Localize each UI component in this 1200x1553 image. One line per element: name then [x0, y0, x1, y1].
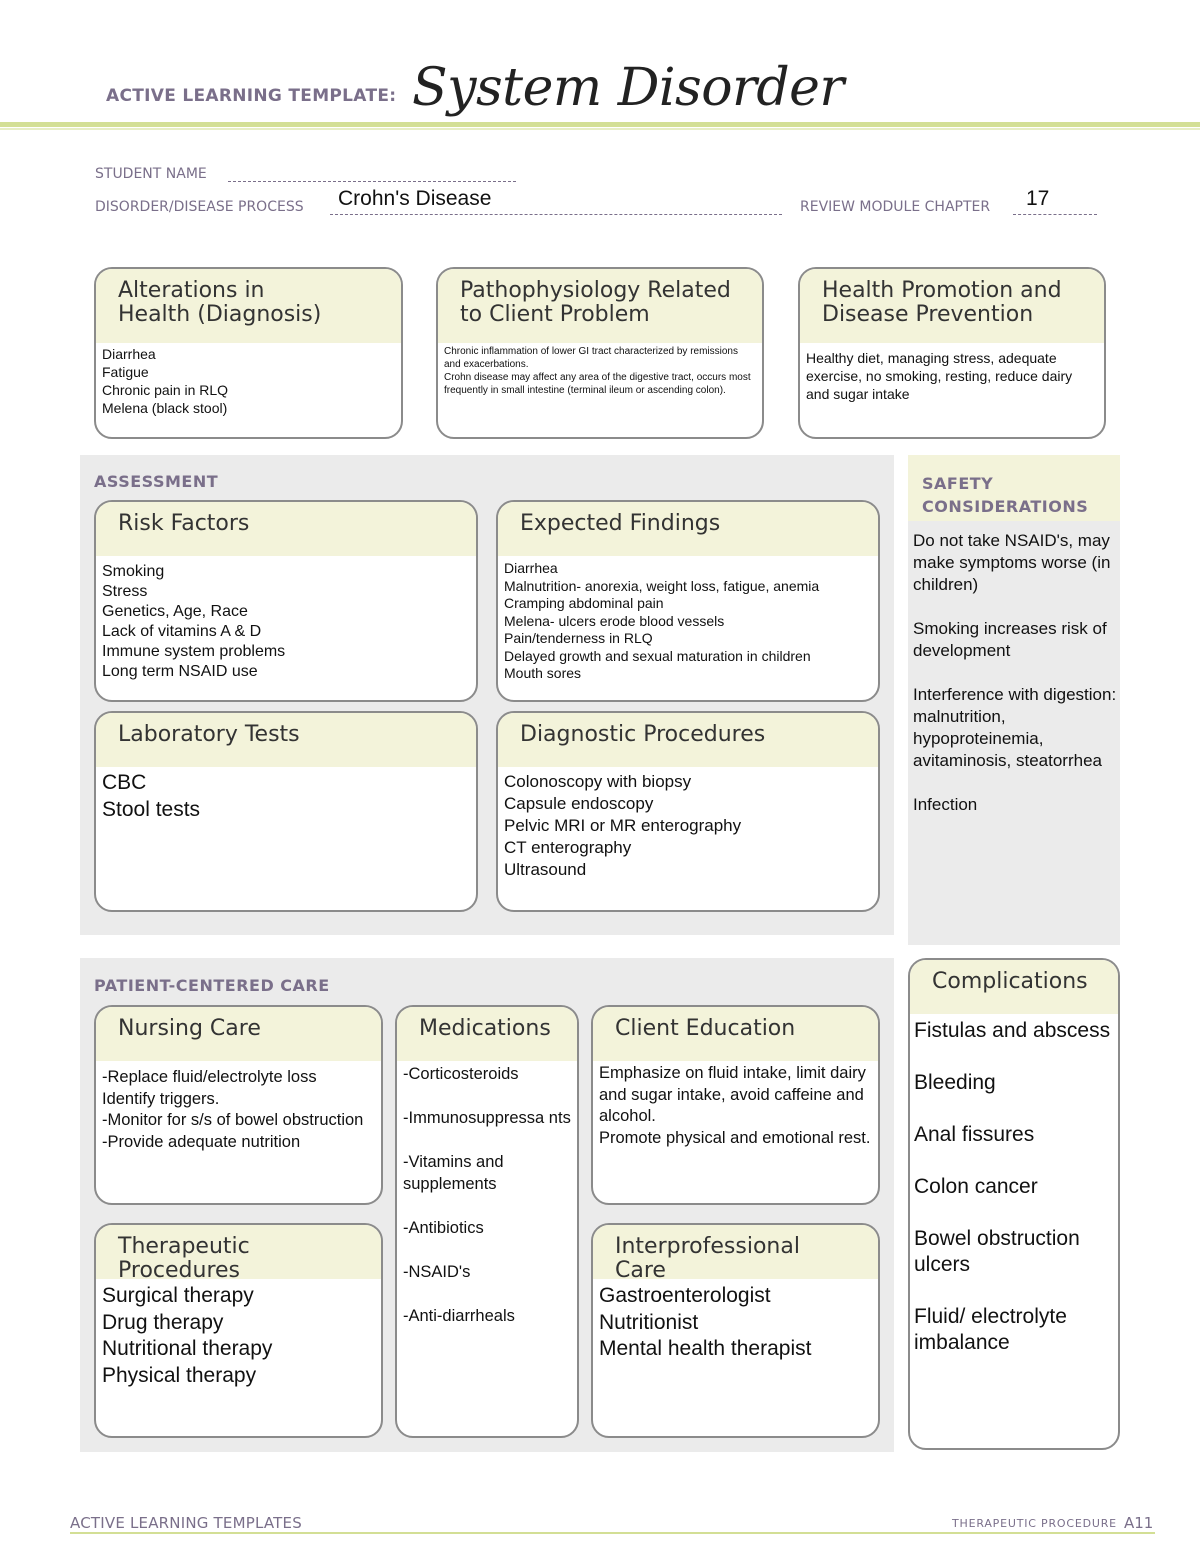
- client-education-card: [591, 1005, 880, 1205]
- diagnostic-procedures-body: Colonoscopy with biopsy Capsule endoscopy Pelvic MRI or MR enterography CT enterography Ultrasound: [504, 772, 742, 879]
- alterations-card: [94, 267, 403, 439]
- alterations-body: Diarrhea Fatigue Chronic pain in RLQ Melena (black stool): [102, 346, 229, 416]
- student-name-label: STUDENT NAME: [95, 166, 207, 182]
- health-promotion-title: Health Promotion and Disease Prevention: [800, 269, 1104, 343]
- template-label: ACTIVE LEARNING TEMPLATE:: [106, 86, 397, 106]
- nursing-care-body: -Replace fluid/electrolyte loss Identify triggers. -Monitor for s/s of bowel obstruction -Provide adequate nutrition: [102, 1068, 364, 1151]
- expected-findings-card: [496, 500, 880, 702]
- complications-body: Fistulas and abscess Bleeding Anal fissures Colon cancer Bowel obstruction ulcers Fluid/ electrolyte imbalance: [914, 1019, 1111, 1354]
- medications-title: Medications: [397, 1007, 577, 1061]
- interprofessional-care-body: Gastroenterologist Nutritionist Mental health therapist: [599, 1284, 812, 1360]
- interprofessional-care-card: [591, 1223, 880, 1438]
- diagnostic-procedures-title: Diagnostic Procedures: [498, 713, 878, 767]
- patient-care-title: PATIENT-CENTERED CARE: [94, 976, 330, 995]
- student-name-field[interactable]: [228, 181, 516, 182]
- nursing-care-title: Nursing Care: [96, 1007, 381, 1061]
- pathophysiology-card: [436, 267, 764, 439]
- client-education-title: Client Education: [593, 1007, 878, 1061]
- pathophysiology-title: Pathophysiology Related to Client Problem: [438, 269, 762, 343]
- page-title: System Disorder: [412, 58, 844, 118]
- disorder-value: Crohn's Disease: [338, 187, 492, 210]
- footer-right-label: THERAPEUTIC PROCEDURE: [952, 1517, 1117, 1530]
- chapter-value: 17: [1026, 187, 1050, 210]
- laboratory-tests-title: Laboratory Tests: [96, 713, 476, 767]
- medications-body: -Corticosteroids -Immunosuppressa nts -Vitamins and supplements -Antibiotics -NSAID's -Anti-diarrheals: [403, 1065, 571, 1325]
- safety-title: SAFETY CONSIDERATIONS: [922, 474, 1089, 516]
- header-divider: [0, 122, 1200, 127]
- therapeutic-procedures-body: Surgical therapy Drug therapy Nutritional therapy Physical therapy: [102, 1284, 273, 1387]
- client-education-body: Emphasize on fluid intake, limit dairy and sugar intake, avoid caffeine and alcohol. Promote physical and emotional rest.: [599, 1064, 871, 1147]
- chapter-field[interactable]: [1013, 214, 1097, 215]
- pathophysiology-body: Chronic inflammation of lower GI tract characterized by remissions and exacerbations. Crohn disease may affect any area of the digestive tract, occurs most frequently in small intestine (terminal ileum or ascending colon).: [444, 346, 751, 396]
- diagnostic-procedures-card: [496, 711, 880, 912]
- laboratory-tests-body: CBC Stool tests: [102, 771, 201, 821]
- health-promotion-body: Healthy diet, managing stress, adequate exercise, no smoking, resting, reduce dairy and sugar intake: [806, 350, 1073, 402]
- therapeutic-procedures-title: Therapeutic Procedures: [96, 1225, 381, 1279]
- assessment-title: ASSESSMENT: [94, 472, 219, 491]
- therapeutic-procedures-card: [94, 1223, 383, 1438]
- disorder-label: DISORDER/DISEASE PROCESS: [95, 199, 304, 215]
- complications-title: Complications: [910, 960, 1118, 1014]
- health-promotion-card: [798, 267, 1106, 439]
- complications-card: [908, 958, 1120, 1450]
- laboratory-tests-card: [94, 711, 478, 912]
- interprofessional-care-title: Interprofessional Care: [593, 1225, 878, 1279]
- header-divider-thin: [0, 128, 1200, 130]
- risk-factors-body: Smoking Stress Genetics, Age, Race Lack of vitamins A & D Immune system problems Long term NSAID use: [102, 563, 286, 680]
- chapter-label: REVIEW MODULE CHAPTER: [800, 199, 991, 215]
- medications-card: [395, 1005, 579, 1438]
- footer-page-number: A11: [1124, 1514, 1154, 1532]
- footer-divider: [70, 1532, 1155, 1534]
- safety-body: Do not take NSAID's, may make symptoms worse (in children) Smoking increases risk of development Interference with digestion: malnutrition, hypoproteinemia, avitaminosis, steatorrhea Infection: [913, 531, 1117, 814]
- expected-findings-body: Diarrhea Malnutrition- anorexia, weight loss, fatigue, anemia Cramping abdominal pain Melena- ulcers erode blood vessels Pain/tenderness in RLQ Delayed growth and sexual maturation in children Mouth sores: [504, 560, 820, 681]
- expected-findings-title: Expected Findings: [498, 502, 878, 556]
- nursing-care-card: [94, 1005, 383, 1205]
- risk-factors-title: Risk Factors: [96, 502, 476, 556]
- footer-left-label: ACTIVE LEARNING TEMPLATES: [70, 1514, 302, 1532]
- alterations-title: Alterations in Health (Diagnosis): [96, 269, 401, 343]
- disorder-field[interactable]: [330, 214, 782, 215]
- risk-factors-card: [94, 500, 478, 702]
